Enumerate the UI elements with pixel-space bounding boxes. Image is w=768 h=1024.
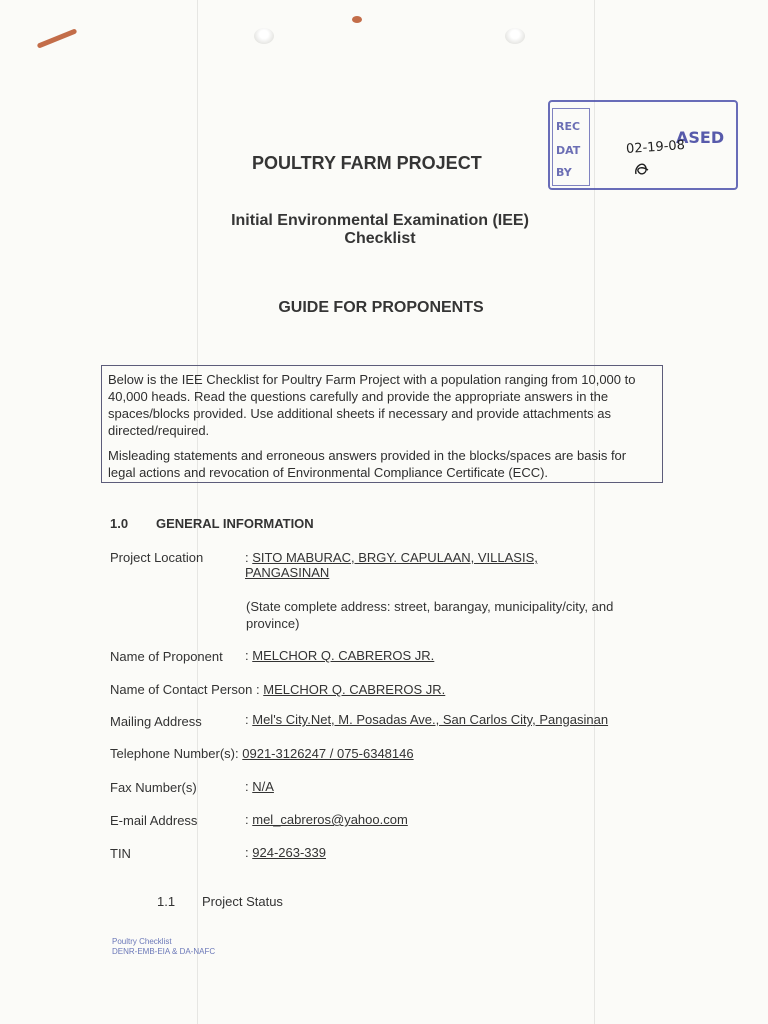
subtitle-line: Checklist [344,230,416,247]
email-value [245,812,408,827]
proponent-value [245,648,434,663]
proponent-name: MELCHOR Q. CABREROS JR. [252,648,435,663]
document-title: POULTRY FARM PROJECT [252,153,482,173]
rust-mark [37,28,78,48]
punch-hole [505,28,525,44]
colon: : [245,779,249,794]
tin-label: TIN [110,846,131,861]
colon: : [245,845,249,860]
colon: : [255,682,260,697]
punch-hole [254,28,274,44]
guide-paragraph: Misleading statements and erroneous answers provided in the blocks/spaces are basis for legal actions and revocation of Environmental Compliance Certificate (ECC). [108,448,627,480]
mailing-address: Mel's City.Net, M. Posadas Ave., San Carlos City, Pangasinan [252,712,609,727]
telephone-numbers: 0921-3126247 / 075-6348146 [242,746,414,761]
handwritten-date: 02-19-08 [625,137,686,158]
colon: : [245,550,249,565]
email-label: E-mail Address [110,813,198,828]
colon: : [245,812,249,827]
section-heading: GENERAL INFORMATION [156,516,314,531]
tin-value [245,845,326,860]
colon: : [245,648,249,663]
fold-line [197,0,198,1024]
contact-person-field [110,682,445,697]
telephone-field [110,746,414,761]
footer-line: Poultry Checklist [112,937,172,946]
footer-line: DENR-EMB-EIA & DA-NAFC [112,947,216,956]
stamp-text: DAT [556,144,581,157]
page-footer [112,937,215,957]
email-address: mel_cabreros@yahoo.com [252,812,408,827]
subsection-number: 1.1 [157,894,176,909]
rust-mark [352,16,362,23]
project-location-line: SITO MABURAC, BRGY. CAPULAAN, VILLASIS, [252,550,538,565]
section-number: 1.0 [110,516,129,531]
received-stamp [548,100,736,188]
telephone-label: Telephone Number(s) [110,746,236,761]
proponent-label: Name of Proponent [110,649,223,664]
colon: : [235,746,239,761]
tin-number: 924-263-339 [252,845,326,860]
address-note: (State complete address: street, barangay, municipality/city, and province) [246,599,614,631]
fax-label: Fax Number(s) [110,780,197,795]
project-location-value [245,550,538,580]
contact-person-name: MELCHOR Q. CABREROS JR. [263,682,446,697]
contact-person-label: Name of Contact Person [110,682,253,697]
fax-value [245,779,274,794]
subtitle-line: Initial Environmental Examination (IEE) [231,212,529,229]
document-subtitle [190,212,570,248]
stamp-text: ASED [676,128,725,147]
guide-title: GUIDE FOR PROPONENTS [278,299,484,316]
subsection-heading: Project Status [202,894,283,909]
fax-number: N/A [252,779,274,794]
colon: : [245,712,249,727]
guide-paragraph: Below is the IEE Checklist for Poultry Farm Project with a population ranging from 10,000 to 40,000 heads. Read the questions carefully and provide the appropriate answers in the spaces/blocks provided. Use additional sheets if necessary and provide attachments as directed/required. [108,372,636,438]
stamp-text: BY [556,166,572,179]
stamp-text: REC [556,120,581,133]
mailing-address-label: Mailing Address [110,714,202,729]
project-location-line: PANGASINAN [245,565,330,580]
project-location-label: Project Location [110,550,204,565]
handwritten-initial-icon [630,156,654,180]
guide-instructions-box [101,365,663,483]
mailing-address-value [245,712,608,727]
